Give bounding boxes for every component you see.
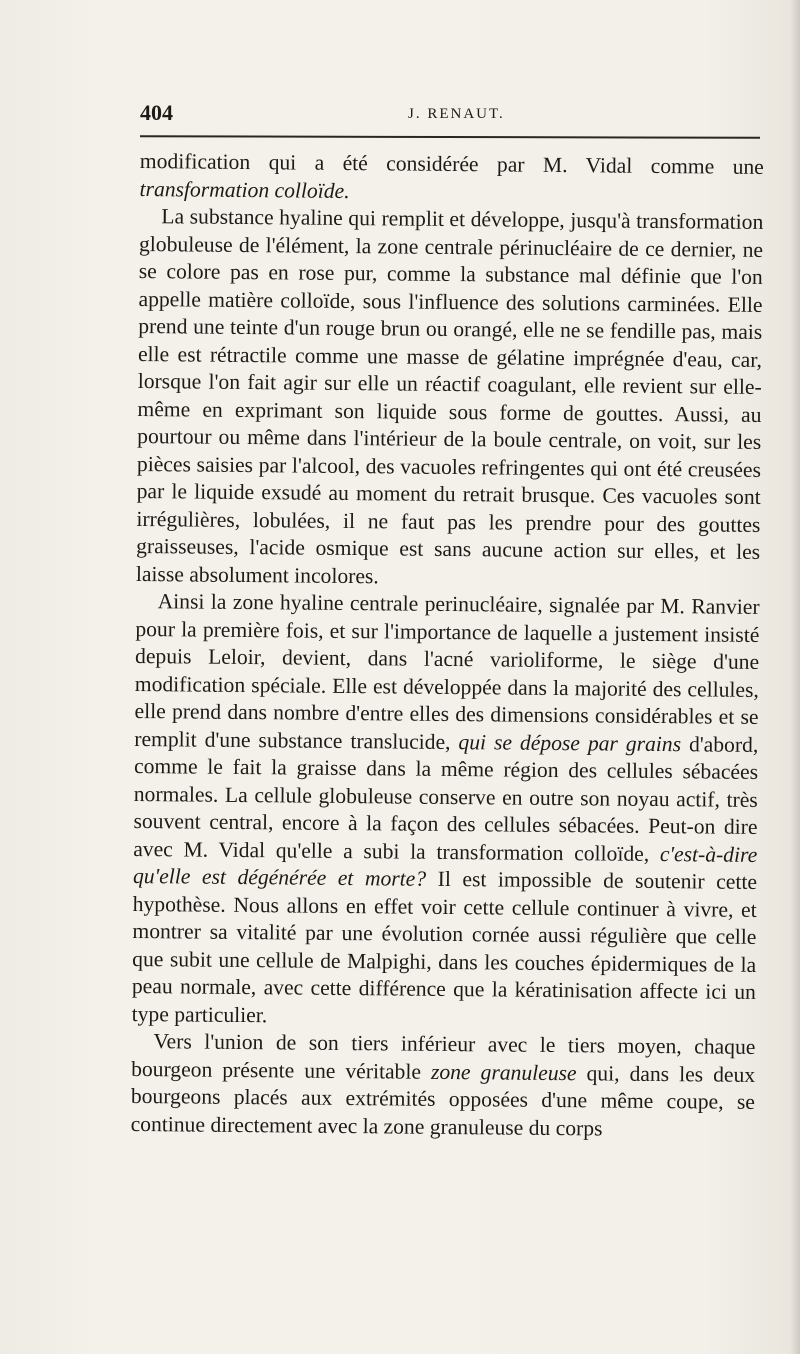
text-span: qui, dans les deux bourgeons placés aux extrémités opposées d'une même coupe, se continue directement avec la zone granuleuse du corps bbox=[130, 1060, 756, 1140]
spine-shadow bbox=[790, 0, 800, 1354]
italic-span: zone granuleuse bbox=[430, 1059, 577, 1085]
paragraph-2 bbox=[136, 203, 764, 594]
paragraph-4 bbox=[130, 1028, 755, 1144]
text-span: Vers l'union de son tiers inférieur avec le tiers moyen, chaque bourgeon présente une véritable bbox=[131, 1029, 756, 1084]
italic-span: transformation colloïde. bbox=[139, 176, 350, 203]
italic-span: c'est-à-dire qu'elle est dégénérée et morte? bbox=[132, 841, 758, 891]
page-number: 404 bbox=[140, 100, 173, 125]
text-span: modification qui a été considérée par M. Vidal comme une bbox=[139, 148, 764, 179]
paragraph-1 bbox=[139, 148, 763, 209]
header-rule bbox=[140, 135, 760, 139]
paragraph-3 bbox=[132, 588, 760, 1034]
text-span: La substance hyaline qui remplit et développe, jusqu'à transformation globuleuse de l'élément, la zone centrale périnucléaire de ce dernier, ne se colore pas en rose pur, comme la substance mal définie que l'on appelle matière colloïde, sous l'influence des solutions carminées. Elle prend une teinte d'un rouge brun ou orangé, elle ne se fendille pas, mais elle est rétractile comme une masse de gélatine imprégnée d'eau, car, lorsque l'on fait agir sur elle un réactif coagulant, elle revient sur elle-même en exprimant son liquide sous forme de gouttes. Aussi, au pourtour ou même dans l'intérieur de la boule centrale, on voit, sur les pièces saisies par l'alcool, des vacuoles refringentes qui ont été creusées par le liquide exsudé au moment du retrait brusque. Ces vacuoles sont irrégulières, lobulées, il ne faut pas les prendre pour des gouttes graisseuses, l'acide osmique est sans aucune action sur elles, et les laisse absolument incolores. bbox=[135, 204, 764, 588]
italic-span: qui se dépose par grains bbox=[458, 729, 682, 756]
text-span: d'abord, comme le fait la graisse dans la même région des cellules sébacées normales. La cellule globuleuse conserve en outre son noyau actif, très souvent central, encore à la façon des cellules sébacées. Peut-on dire avec M. Vidal qu'elle a subi la transformation colloïde, bbox=[133, 731, 759, 866]
running-head: J. RENAUT. bbox=[408, 106, 505, 122]
body-text bbox=[129, 148, 764, 1334]
text-span: Ainsi la zone hyaline centrale perinucléaire, signalée par M. Ranvier pour la première fois, et sur l'importance de laquelle a justement insisté depuis Leloir, devient, dans l'acné varioliforme, le siège d'une modification spéciale. Elle est développée dans la majorité des cellules, elle prend dans nombre d'entre elles des dimensions considérables et se remplit d'une substance translucide, bbox=[134, 589, 760, 754]
text-span: Il est impossible de soutenir cette hypothèse. Nous allons en effet voir cette cellule continuer à vivre, et montrer sa vitalité par une évolution cornée aussi régulière que celle que subit une cellule de Malpighi, dans les couches épidermiques de la peau normale, avec cette différence que la kératinisation affecte ici un type particulier. bbox=[131, 866, 758, 1027]
page-header bbox=[140, 100, 760, 130]
